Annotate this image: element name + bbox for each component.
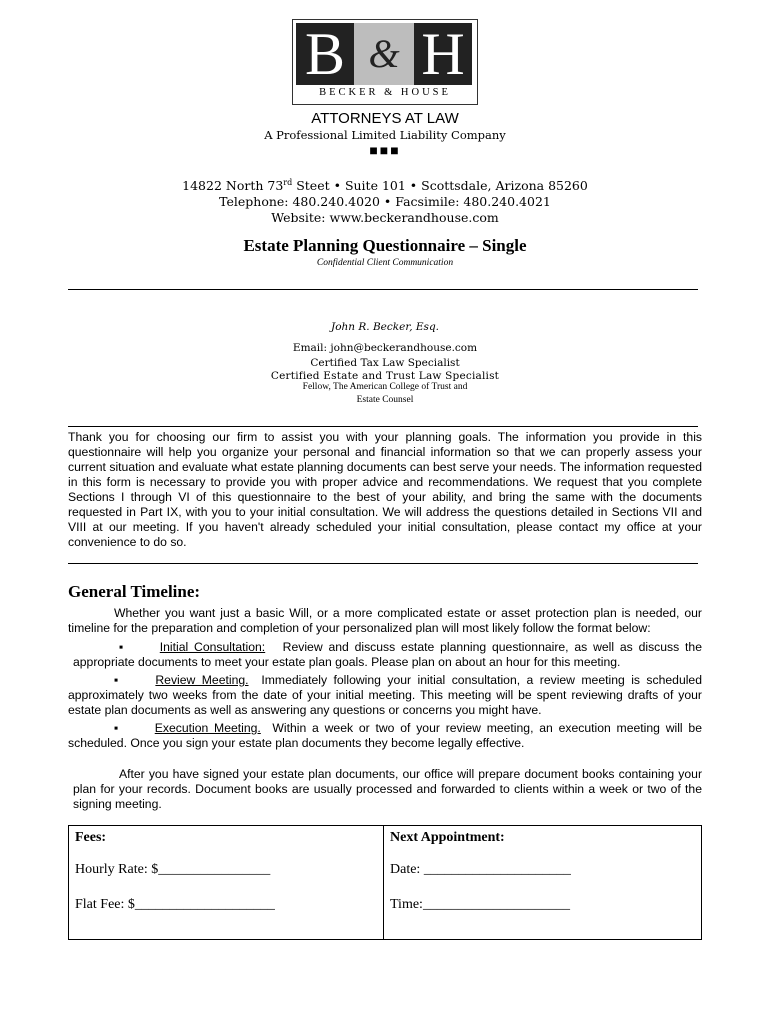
- appointment-date-field[interactable]: Date: _____________________: [390, 862, 571, 877]
- bullet-icon: ▪: [114, 673, 122, 687]
- logo-monogram: [296, 23, 472, 85]
- timeline-closing: After you have signed your estate plan documents, our office will prepare document books containing your plan for your records. Document books are usually processed and forwarded to clients within a week or two of the signing meeting.: [73, 767, 702, 811]
- table-divider: [383, 826, 384, 939]
- credential-fellow: Fellow, The American College of Trust and: [302, 382, 468, 392]
- document-subtitle: Confidential Client Communication: [316, 258, 454, 268]
- intro-paragraph: Thank you for choosing our firm to assist you with your planning goals. The information you provide in this questionnaire will help you organize your personal and financial information so that we can properly assess your current situation and evaluate what estate planning documents can best serve your needs. The information requested in this form is necessary to provide you with proper advice and recommendations. We request that you complete Sections I through VI of this questionnaire to the best of your ability, and bring the same with the documents requested in Part IX, with you to your initial consultation. We will address the questions detailed in Sections VII and VIII at our meeting. If you haven't already scheduled your initial consultation, please contact my office at your convenience to do so.: [68, 430, 702, 549]
- document-title: Estate Planning Questionnaire – Single: [243, 236, 527, 255]
- item-text: Review and discuss estate planning questionnaire, as well as discuss the appropriate documents to meet your estate plan goals. Please plan on about an hour for this meeting.: [73, 640, 702, 669]
- horizontal-rule: [68, 426, 698, 427]
- item-text: Within a week or two of your review meeting, an execution meeting will be scheduled. Once you sign your estate plan documents they become legally effective.: [68, 721, 702, 750]
- bullet-icon: ▪: [119, 640, 126, 654]
- section-heading-timeline: General Timeline:: [68, 582, 201, 601]
- logo-ampersand: &: [354, 23, 414, 85]
- logo-letter-b: B: [304, 21, 346, 87]
- item-label: Execution Meeting.: [154, 721, 261, 735]
- timeline-item-initial: [68, 640, 702, 670]
- firm-address-block: [0, 175, 770, 226]
- timeline-item-review: [68, 673, 702, 718]
- phone-line: Telephone: 480.240.4020 • Facsimile: 480.240.4021: [219, 194, 551, 210]
- credential-estate: Certified Estate and Trust Law Specialist: [270, 370, 500, 382]
- fees-appointment-table: [68, 825, 702, 940]
- logo-letter-h: H: [421, 21, 465, 87]
- logo-wordmark: BECKER & HOUSE: [319, 87, 451, 98]
- timeline-item-execution: [68, 721, 702, 751]
- item-label: Review Meeting.: [155, 673, 249, 687]
- hourly-rate-field[interactable]: Hourly Rate: $________________: [75, 862, 271, 877]
- appointment-heading: Next Appointment:: [390, 830, 505, 845]
- timeline-lead: Whether you want just a basic Will, or a more complicated estate or asset protection plan is needed, our timeline for the preparation and completion of your personalized plan will most likely follow the format below:: [68, 606, 702, 635]
- firm-subheading: A Professional Limited Liability Company: [264, 128, 506, 142]
- flat-fee-field[interactable]: Flat Fee: $____________________: [75, 897, 275, 912]
- attorney-email[interactable]: Email: john@beckerandhouse.com: [292, 342, 478, 354]
- credential-tax: Certified Tax Law Specialist: [310, 357, 460, 369]
- separator-bullets: ■■■: [369, 144, 401, 159]
- website-line[interactable]: Website: www.beckerandhouse.com: [271, 210, 499, 226]
- firm-heading: ATTORNEYS AT LAW: [311, 110, 459, 127]
- horizontal-rule: [68, 563, 698, 564]
- credential-fellow-cont: Estate Counsel: [356, 395, 414, 405]
- attorney-name: John R. Becker, Esq.: [330, 321, 439, 333]
- horizontal-rule: [68, 289, 698, 290]
- bullet-icon: ▪: [114, 721, 121, 735]
- appointment-time-field[interactable]: Time:_____________________: [390, 897, 570, 912]
- firm-logo: [292, 19, 478, 105]
- address-line: 14822 North 73rd Steet • Suite 101 • Scottsdale, Arizona 85260: [182, 178, 588, 194]
- fees-heading: Fees:: [75, 830, 107, 845]
- item-label: Initial Consultation:: [159, 640, 266, 654]
- item-text: Immediately following your initial consultation, a review meeting is scheduled approximately two weeks from the date of your initial meeting. This meeting will be spent reviewing drafts of your estate plan documents as well as answering any questions or concerns you might have.: [68, 673, 702, 717]
